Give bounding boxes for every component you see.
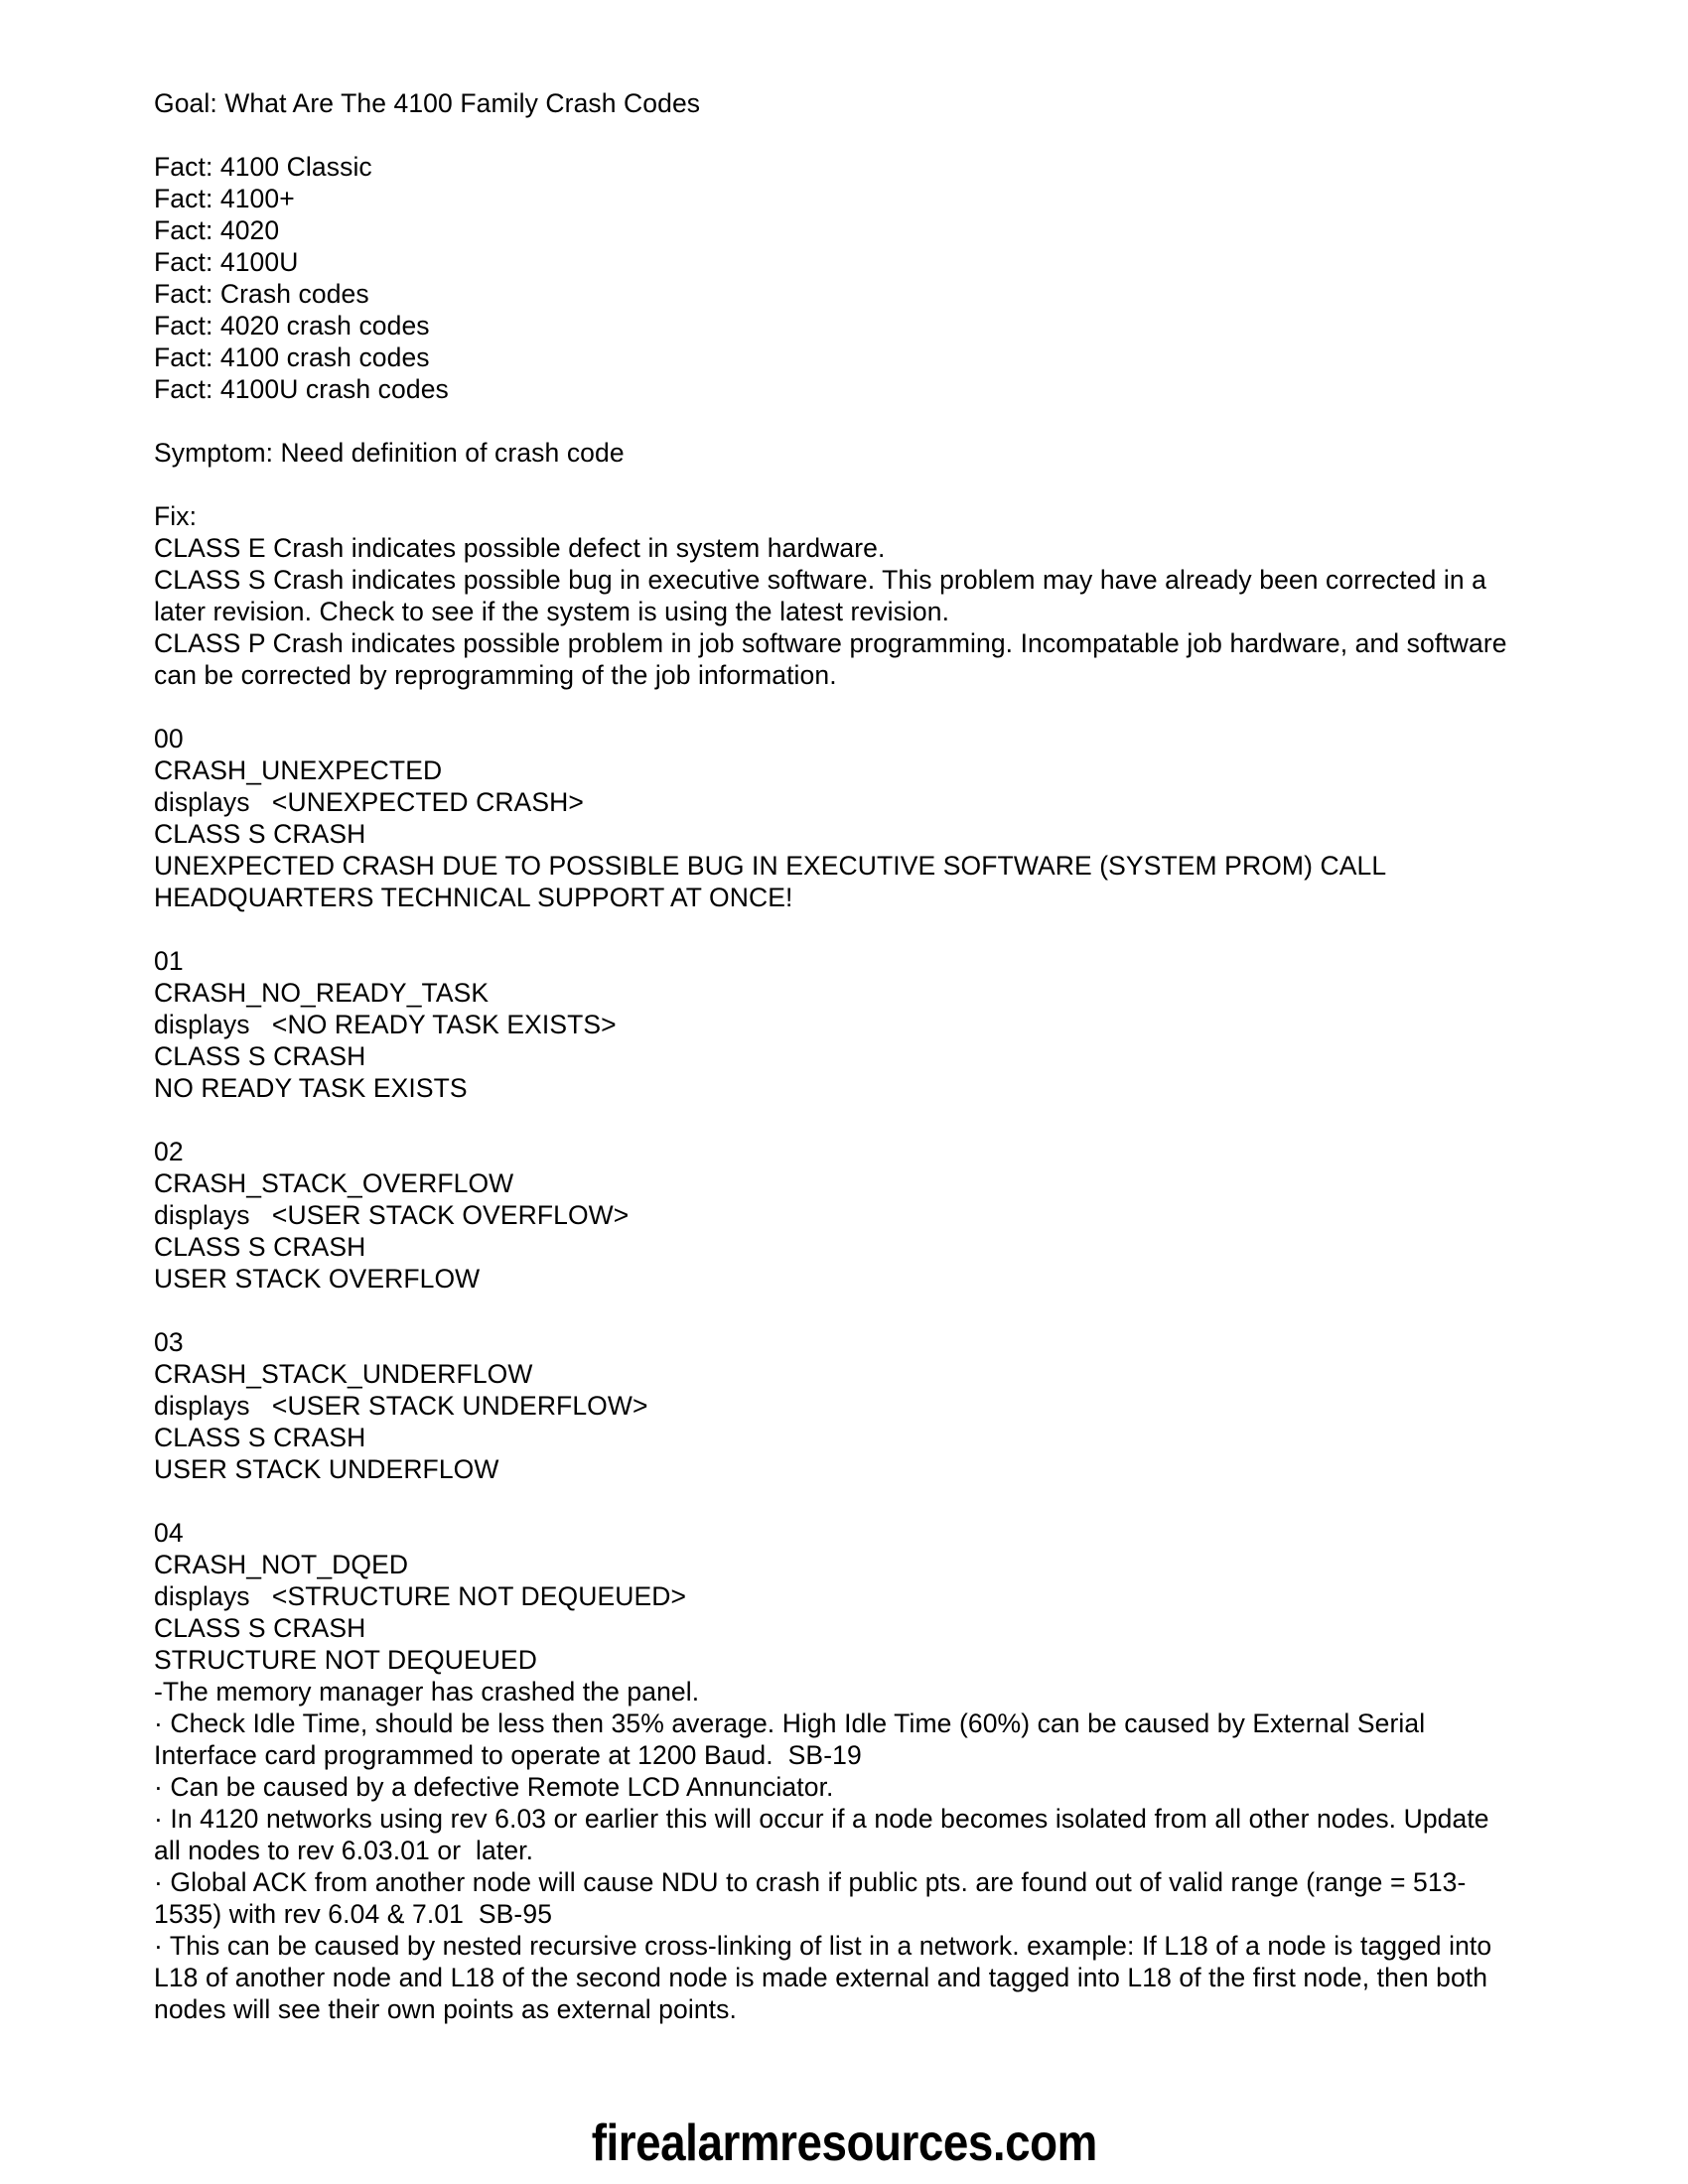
spacer [154, 119, 1519, 151]
crash-code-entry [154, 1326, 1519, 1485]
fact-line: Fact: 4100 crash codes [154, 342, 430, 372]
crash-code-note: -The memory manager has crashed the panel. [154, 1677, 700, 1706]
fact-line: Fact: 4020 crash codes [154, 311, 430, 341]
fix-class-p: CLASS P Crash indicates possible problem in job software programming. Incompatable job hardware, and software can be corrected by reprogramming of the job information. [154, 628, 1515, 690]
crash-code-number: 01 [154, 946, 184, 976]
crash-code-name: CRASH_NO_READY_TASK [154, 978, 490, 1008]
facts-list [154, 151, 1519, 405]
page-footer [0, 2113, 1688, 2174]
spacer [154, 405, 1519, 437]
crash-code-description: USER STACK OVERFLOW [154, 1264, 481, 1294]
crash-code-number: 02 [154, 1137, 184, 1166]
spacer [154, 469, 1519, 500]
crash-code-class: CLASS S CRASH [154, 1613, 366, 1643]
crash-code-displays: displays <USER STACK UNDERFLOW> [154, 1391, 648, 1421]
crash-code-note: · Can be caused by a defective Remote LCD Annunciator. [154, 1772, 834, 1802]
crash-code-name: CRASH_NOT_DQED [154, 1550, 409, 1579]
crash-code-note: · Global ACK from another node will cause NDU to crash if public pts. are found out of valid range (range = 513-1535) with rev 6.04 & 7.01 SB-95 [154, 1867, 1467, 1929]
fact-line: Fact: 4100+ [154, 184, 295, 213]
fact-line: Fact: 4100U [154, 247, 299, 277]
crash-code-displays: displays <UNEXPECTED CRASH> [154, 787, 584, 817]
symptom-line: Symptom: Need definition of crash code [154, 438, 625, 468]
crash-code-name: CRASH_STACK_UNDERFLOW [154, 1359, 533, 1389]
spacer [154, 691, 1519, 723]
crash-code-class: CLASS S CRASH [154, 1423, 366, 1452]
crash-code-description: UNEXPECTED CRASH DUE TO POSSIBLE BUG IN EXECUTIVE SOFTWARE (SYSTEM PROM) CALL HEADQUARTERS TECHNICAL SUPPORT AT ONCE! [154, 851, 1393, 912]
crash-code-number: 00 [154, 724, 184, 753]
crash-code-description: USER STACK UNDERFLOW [154, 1454, 499, 1484]
crash-code-note: · This can be caused by nested recursive cross-linking of list in a network. example: If L18 of a node is tagged into L18 of another node and L18 of the second node is made external and tagged into L18 of the first node, then both nodes will see their own points as external points. [154, 1931, 1499, 2024]
crash-code-note: · Check Idle Time, should be less then 35% average. High Idle Time (60%) can be caused by External Serial Interface card programmed to operate at 1200 Baud. SB-19 [154, 1708, 1433, 1770]
crash-code-entry [154, 1517, 1519, 2025]
crash-code-description: STRUCTURE NOT DEQUEUED [154, 1645, 537, 1675]
crash-code-displays: displays <STRUCTURE NOT DEQUEUED> [154, 1581, 687, 1611]
crash-code-class: CLASS S CRASH [154, 1232, 366, 1262]
crash-code-displays: displays <NO READY TASK EXISTS> [154, 1010, 617, 1039]
goal-line: Goal: What Are The 4100 Family Crash Codes [154, 88, 701, 118]
crash-code-entry [154, 1136, 1519, 1295]
fix-section [154, 500, 1519, 691]
fact-line: Fact: 4020 [154, 215, 280, 245]
fix-class-e: CLASS E Crash indicates possible defect in system hardware. [154, 533, 886, 563]
spacer [154, 1295, 1519, 1326]
fix-heading: Fix: [154, 501, 198, 531]
crash-code-description: NO READY TASK EXISTS [154, 1073, 468, 1103]
spacer [154, 913, 1519, 945]
crash-code-entry [154, 945, 1519, 1104]
crash-code-number: 04 [154, 1518, 184, 1548]
fact-line: Fact: 4100 Classic [154, 152, 372, 182]
fact-line: Fact: Crash codes [154, 279, 369, 309]
fact-line: Fact: 4100U crash codes [154, 374, 449, 404]
spacer [154, 1485, 1519, 1517]
fix-class-s: CLASS S Crash indicates possible bug in executive software. This problem may have already been corrected in a later revision. Check to see if the system is using the latest revision. [154, 565, 1494, 626]
crash-code-name: CRASH_STACK_OVERFLOW [154, 1168, 514, 1198]
crash-code-number: 03 [154, 1327, 184, 1357]
crash-code-class: CLASS S CRASH [154, 819, 366, 849]
crash-code-name: CRASH_UNEXPECTED [154, 755, 443, 785]
crash-code-displays: displays <USER STACK OVERFLOW> [154, 1200, 630, 1230]
document-body [154, 87, 1519, 2025]
spacer [154, 1104, 1519, 1136]
crash-code-class: CLASS S CRASH [154, 1041, 366, 1071]
footer-website-text: firealarmresources.com [591, 2115, 1097, 2172]
crash-code-note: · In 4120 networks using rev 6.03 or earlier this will occur if a node becomes isolated from all other nodes. Update all nodes to rev 6.03.01 or later. [154, 1804, 1497, 1865]
crash-code-entry [154, 723, 1519, 913]
